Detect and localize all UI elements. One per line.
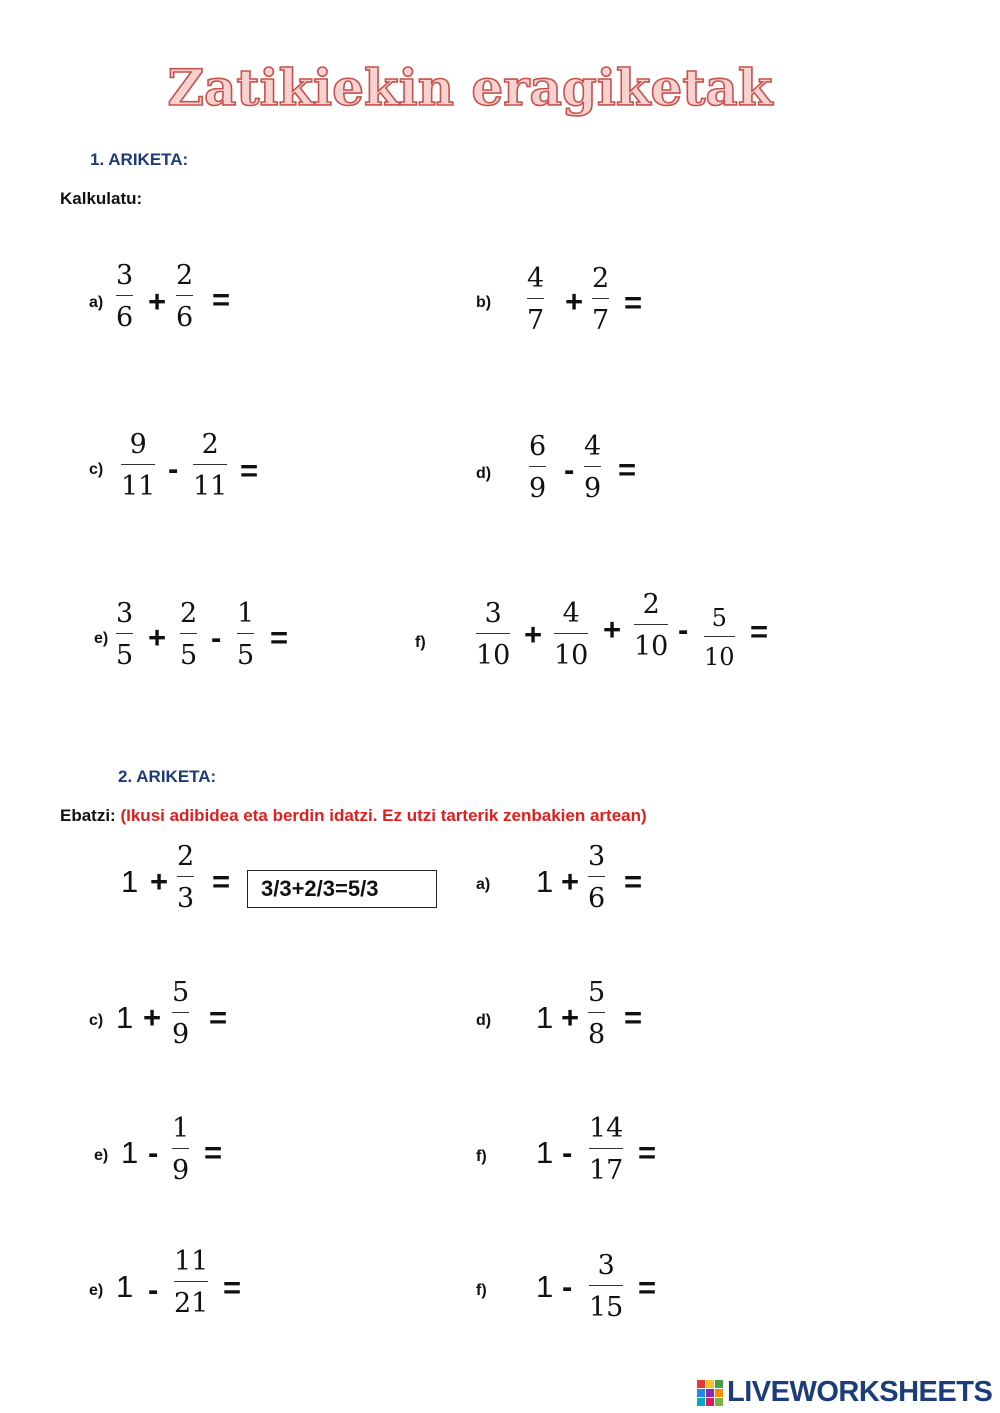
plus-sign: + [143,1000,162,1035]
fraction [172,1115,189,1184]
fraction [476,600,510,669]
numerator: 6 [529,431,547,462]
problem-2f-label: f) [476,1148,487,1165]
exercise-2-heading: 2. ARIKETA: [118,767,217,786]
denominator: 9 [172,1019,190,1050]
equals-sign: = [270,620,289,655]
logo-square [697,1398,705,1406]
fraction [527,265,544,334]
numerator: 1 [172,1113,190,1144]
problem-1c-label: c) [89,461,104,478]
whole-number: 1 [536,1000,554,1035]
fraction [584,433,601,502]
problem-1b-label: b) [476,294,492,311]
fraction [180,600,197,669]
problem-2c-label: c) [89,1012,104,1029]
exercise-1-instruction: Kalkulatu: [60,189,143,208]
logo-square [697,1380,705,1388]
logo-square [706,1380,714,1388]
denominator: 10 [554,640,589,671]
denominator: 5 [180,640,198,671]
example-answer-box: 3/3+2/3=5/3 [247,870,437,908]
logo-square [715,1398,723,1406]
equals-sign: = [212,282,231,317]
numerator: 5 [711,604,727,632]
plus-sign: + [565,284,584,319]
numerator: 4 [562,598,580,629]
exercise-2-instruction: Ebatzi: [60,806,116,825]
denominator: 10 [476,640,511,671]
equals-sign: = [624,285,643,320]
fraction [529,433,546,502]
numerator: 2 [592,263,610,294]
numerator: 5 [172,977,190,1008]
minus-sign: - [148,1272,159,1307]
plus-sign: + [561,864,580,899]
equals-sign: = [204,1135,223,1170]
fraction [589,1115,623,1184]
plus-sign: + [148,284,167,319]
denominator: 10 [704,643,735,671]
equals-sign: = [212,864,231,899]
equals-sign: = [624,1000,643,1035]
problem-2a-label: a) [476,876,491,893]
equals-sign: = [750,614,769,649]
problem-2f2-label: f) [476,1282,487,1299]
numerator: 9 [129,429,147,460]
logo-square [706,1389,714,1397]
denominator: 15 [589,1292,624,1323]
exercise-1-heading: 1. ARIKETA: [90,150,189,169]
plus-sign: + [150,864,169,899]
minus-sign: - [678,612,689,647]
numerator: 3 [116,260,134,291]
problem-2e2-label: e) [89,1282,104,1299]
denominator: 5 [237,640,255,671]
numerator: 4 [527,263,545,294]
numerator: 3 [484,598,502,629]
numerator: 3 [588,841,606,872]
denominator: 10 [634,631,669,662]
numerator: 2 [642,589,660,620]
minus-sign: - [562,1135,573,1170]
exercise-2-note: (Ikusi adibidea eta berdin idatzi. Ez utzi tarterik zenbakien artean) [120,806,647,825]
fraction [172,979,189,1048]
equals-sign: = [624,864,643,899]
problem-1e-label: e) [94,630,109,647]
fraction [237,600,254,669]
plus-sign: + [561,1000,580,1035]
numerator: 2 [201,429,219,460]
fraction [116,600,133,669]
numerator: 2 [176,260,194,291]
problem-1d-label: d) [476,465,492,482]
denominator: 8 [588,1019,606,1050]
problem-1f-label: f) [415,634,426,651]
equals-sign: = [618,452,637,487]
numerator: 4 [584,431,602,462]
denominator: 11 [193,471,228,502]
numerator: 2 [177,841,195,872]
exercise-2-instruction-line [60,806,647,826]
numerator: 5 [588,977,606,1008]
fraction [176,262,193,331]
denominator: 6 [588,883,606,914]
whole-number: 1 [536,1135,554,1170]
numerator: 1 [237,598,255,629]
minus-sign: - [562,1269,573,1304]
fraction [634,591,668,660]
equals-sign: = [638,1270,657,1305]
numerator: 3 [116,598,134,629]
denominator: 9 [584,473,602,504]
denominator: 9 [529,473,547,504]
numerator: 11 [174,1246,209,1277]
whole-number: 1 [116,1000,134,1035]
equals-sign: = [223,1270,242,1305]
whole-number: 1 [116,1269,134,1304]
fraction [588,843,605,912]
worksheet-title: Zatikiekin eragiketak [167,58,773,117]
logo-square [715,1389,723,1397]
minus-sign: - [148,1135,159,1170]
fraction [177,843,194,912]
fraction [592,265,609,334]
denominator: 17 [589,1155,624,1186]
whole-number: 1 [536,1269,554,1304]
minus-sign: - [211,620,222,655]
brand-name: LIVEWORKSHEETS [727,1376,993,1408]
denominator: 3 [177,883,195,914]
denominator: 7 [592,305,610,336]
whole-number: 1 [121,1135,139,1170]
plus-sign: + [148,620,167,655]
denominator: 6 [176,302,194,333]
denominator: 7 [527,305,545,336]
denominator: 21 [174,1288,209,1319]
fraction [174,1248,208,1317]
equals-sign: = [240,453,259,488]
fraction [554,600,588,669]
equals-sign: = [209,1000,228,1035]
logo-square [715,1380,723,1388]
numerator: 14 [589,1113,624,1144]
logo-square [706,1398,714,1406]
fraction [589,1252,623,1321]
logo-square [697,1389,705,1397]
fraction [116,262,133,331]
numerator: 2 [180,598,198,629]
minus-sign: - [564,452,575,487]
fraction [193,431,227,500]
whole-number: 1 [536,864,554,899]
plus-sign: + [603,612,622,647]
fraction [588,979,605,1048]
whole-number: 1 [121,864,139,899]
numerator: 3 [597,1250,615,1281]
denominator: 5 [116,640,134,671]
denominator: 9 [172,1155,190,1186]
denominator: 6 [116,302,134,333]
fraction [121,431,155,500]
fraction [704,606,735,669]
logo-grid-icon [697,1380,723,1406]
plus-sign: + [524,617,543,652]
denominator: 11 [121,471,156,502]
liveworksheets-logo [697,1376,992,1409]
minus-sign: - [168,451,179,486]
problem-1a-label: a) [89,294,104,311]
problem-2e-label: e) [94,1147,109,1164]
problem-2d-label: d) [476,1012,492,1029]
equals-sign: = [638,1135,657,1170]
